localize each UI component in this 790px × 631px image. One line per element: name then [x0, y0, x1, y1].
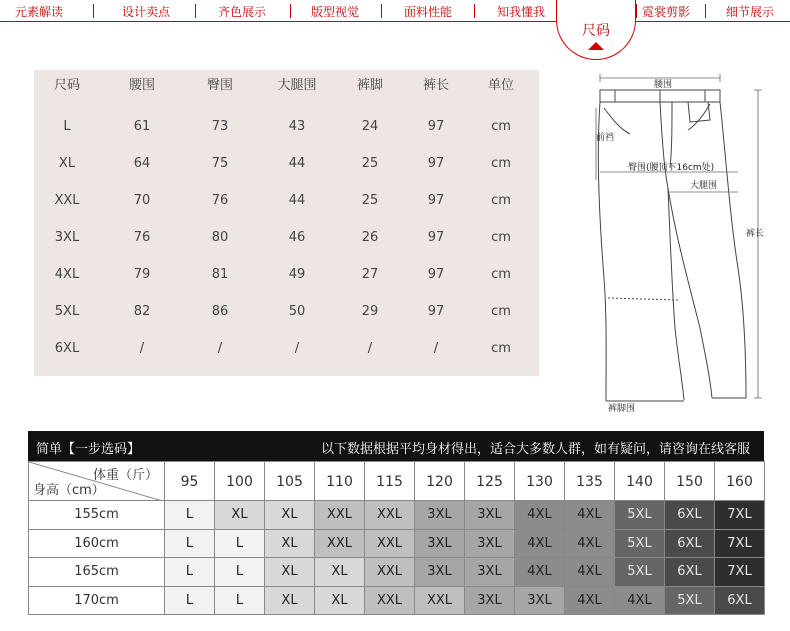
- weight-column-header: 140: [614, 461, 665, 501]
- weight-column-header: 95: [164, 461, 215, 501]
- size-chart-cell: 97: [427, 230, 445, 245]
- top-nav: [0, 0, 790, 22]
- size-recommendation-cell: XL: [314, 586, 365, 616]
- pants-diagram: [560, 68, 780, 418]
- size-chart-cell: 46: [288, 230, 306, 245]
- nav-tab[interactable]: 面料性能: [403, 5, 452, 19]
- size-chart-cell: 61: [133, 119, 151, 134]
- nav-tab[interactable]: 设计卖点: [121, 5, 170, 19]
- weight-column-header: 160: [714, 461, 765, 501]
- size-chart-cell: cm: [491, 267, 511, 282]
- nav-tab[interactable]: 版型视觉: [310, 5, 359, 19]
- size-recommendation-cell: 5XL: [614, 500, 665, 530]
- size-chart-cell: cm: [491, 230, 511, 245]
- waist-label: 腰围: [654, 80, 673, 90]
- size-chart-header: 裤长: [422, 78, 449, 93]
- size-recommendation-cell: 6XL: [664, 529, 715, 559]
- height-row-header: 165cm: [28, 557, 165, 587]
- size-recommendation-cell: 6XL: [714, 586, 765, 616]
- size-chart-cell: 4XL: [54, 267, 80, 282]
- size-chart-cell: 80: [211, 230, 229, 245]
- size-chart-header: 大腿围: [277, 78, 317, 93]
- weight-column-header: 120: [414, 461, 465, 501]
- size-chart-cell: 75: [211, 156, 229, 171]
- size-recommendation-cell: 5XL: [614, 529, 665, 559]
- size-recommendation-cell: 6XL: [664, 500, 715, 530]
- size-chart-cell: cm: [491, 341, 511, 356]
- thigh-label: 大腿围: [690, 181, 718, 191]
- size-recommendation-cell: L: [164, 529, 215, 559]
- size-chart-cell: /: [367, 341, 373, 356]
- hem-label: 裤脚围: [608, 404, 636, 414]
- size-recommendation-cell: XL: [264, 500, 315, 530]
- size-recommendation-cell: XXL: [364, 529, 415, 559]
- size-chart-cell: 86: [211, 304, 229, 319]
- size-chart-cell: 79: [133, 267, 151, 282]
- size-recommendation-cell: XXL: [414, 586, 465, 616]
- size-chart-cell: 64: [133, 156, 151, 171]
- size-recommendation-cell: 4XL: [564, 500, 615, 530]
- size-chart-header: 裤脚: [356, 78, 383, 93]
- size-chart-cell: 97: [427, 119, 445, 134]
- size-recommendation-cell: 4XL: [564, 586, 615, 616]
- size-chart-cell: cm: [491, 193, 511, 208]
- size-chart-cell: XXL: [54, 193, 80, 208]
- size-recommendation-cell: L: [164, 557, 215, 587]
- height-axis-label: 身高（cm）: [33, 483, 105, 498]
- recommendation-header: [28, 431, 764, 461]
- size-chart-cell: 76: [133, 230, 151, 245]
- size-recommendation-cell: 5XL: [664, 586, 715, 616]
- size-recommendation-cell: 4XL: [614, 586, 665, 616]
- size-chart-cell: 27: [361, 267, 379, 282]
- nav-separator: [195, 4, 196, 18]
- size-chart-cell: /: [433, 341, 439, 356]
- size-chart-cell: cm: [491, 304, 511, 319]
- size-chart-cell: 6XL: [54, 341, 80, 356]
- size-recommendation-cell: 4XL: [564, 529, 615, 559]
- size-recommendation-cell: 6XL: [664, 557, 715, 587]
- size-recommendation-cell: 3XL: [414, 529, 465, 559]
- size-chart-cell: 97: [427, 267, 445, 282]
- size-recommendation-cell: XL: [214, 500, 265, 530]
- size-chart-cell: 82: [133, 304, 151, 319]
- size-recommendation-table: [28, 461, 764, 618]
- size-recommendation-cell: 4XL: [514, 557, 565, 587]
- size-recommendation-cell: XL: [264, 557, 315, 587]
- weight-column-header: 105: [264, 461, 315, 501]
- front-rise-label: 前裆: [596, 133, 615, 143]
- size-recommendation-cell: 3XL: [414, 557, 465, 587]
- size-recommendation-cell: XXL: [364, 500, 415, 530]
- size-recommendation-cell: L: [214, 557, 265, 587]
- nav-separator: [93, 4, 94, 18]
- nav-separator: [705, 4, 706, 18]
- nav-tab-label: 尺码: [582, 23, 610, 39]
- size-recommendation-cell: L: [164, 500, 215, 530]
- height-row-header: 155cm: [28, 500, 165, 530]
- size-recommendation-cell: 3XL: [464, 586, 515, 616]
- length-label: 裤长: [746, 229, 765, 239]
- size-recommendation-cell: L: [164, 586, 215, 616]
- size-chart-cell: 97: [427, 156, 445, 171]
- weight-column-header: 110: [314, 461, 365, 501]
- size-recommendation-cell: 3XL: [514, 586, 565, 616]
- weight-column-header: 100: [214, 461, 265, 501]
- size-chart-cell: 70: [133, 193, 151, 208]
- height-row-header: 170cm: [28, 586, 165, 616]
- size-recommendation-cell: 3XL: [414, 500, 465, 530]
- size-chart-header: 腰围: [128, 78, 155, 93]
- nav-tab[interactable]: 细节展示: [725, 5, 774, 19]
- size-recommendation-cell: 5XL: [614, 557, 665, 587]
- nav-separator: [381, 4, 382, 18]
- size-chart-cell: cm: [491, 119, 511, 134]
- hip-label: 臀围(腰顶下16cm处): [628, 163, 715, 173]
- size-recommendation-cell: XXL: [314, 500, 365, 530]
- size-recommendation-cell: L: [214, 529, 265, 559]
- size-chart-cell: 97: [427, 304, 445, 319]
- size-chart-cell: /: [294, 341, 300, 356]
- size-recommendation-cell: 4XL: [514, 529, 565, 559]
- size-recommendation-cell: 3XL: [464, 529, 515, 559]
- size-recommendation-cell: 7XL: [714, 529, 765, 559]
- size-recommendation-cell: XXL: [364, 557, 415, 587]
- size-recommendation-cell: 7XL: [714, 500, 765, 530]
- size-chart-cell: 24: [361, 119, 379, 134]
- size-chart-cell: 50: [288, 304, 306, 319]
- table-corner-header: [28, 461, 165, 501]
- size-chart-cell: 5XL: [54, 304, 80, 319]
- weight-column-header: 125: [464, 461, 515, 501]
- size-chart-cell: 25: [361, 193, 379, 208]
- size-chart-cell: 26: [361, 230, 379, 245]
- pants-outline-illustration: [560, 68, 780, 418]
- size-recommendation-cell: XXL: [314, 529, 365, 559]
- nav-tab-active[interactable]: [556, 0, 636, 60]
- size-recommendation-cell: 4XL: [564, 557, 615, 587]
- size-chart-cell: 44: [288, 193, 306, 208]
- size-chart-cell: 81: [211, 267, 229, 282]
- size-chart-cell: /: [217, 341, 223, 356]
- size-recommendation-cell: 7XL: [714, 557, 765, 587]
- size-chart-cell: 49: [288, 267, 306, 282]
- nav-tab[interactable]: 齐色展示: [217, 5, 266, 19]
- size-recommendation-cell: L: [214, 586, 265, 616]
- size-chart-header: 单位: [487, 78, 514, 93]
- weight-column-header: 130: [514, 461, 565, 501]
- size-chart-cell: 76: [211, 193, 229, 208]
- nav-tab[interactable]: 元素解读: [14, 5, 63, 19]
- nav-separator: [474, 4, 475, 18]
- size-chart-header: 尺码: [53, 78, 80, 93]
- size-chart: [34, 70, 539, 376]
- size-chart-cell: 43: [288, 119, 306, 134]
- size-chart-cell: 3XL: [54, 230, 80, 245]
- weight-column-header: 135: [564, 461, 615, 501]
- size-chart-cell: XL: [58, 156, 76, 171]
- size-chart-cell: 73: [211, 119, 229, 134]
- size-chart-cell: /: [139, 341, 145, 356]
- size-recommendation-cell: XXL: [364, 586, 415, 616]
- weight-axis-label: 体重（斤）: [92, 468, 158, 483]
- recommendation-note: 以下数据根据平均身材得出，适合大多数人群，如有疑问，请咨询在线客服: [320, 442, 750, 457]
- nav-separator: [290, 4, 291, 18]
- nav-tab[interactable]: 霓裳剪影: [641, 5, 690, 19]
- size-recommendation-cell: 3XL: [464, 557, 515, 587]
- size-chart-cell: cm: [491, 156, 511, 171]
- size-chart-cell: 25: [361, 156, 379, 171]
- weight-column-header: 150: [664, 461, 715, 501]
- size-chart-header: 臀围: [206, 78, 233, 93]
- recommendation-title: 简单【一步选码】: [36, 442, 141, 457]
- size-recommendation-cell: XL: [314, 557, 365, 587]
- size-recommendation-cell: XL: [264, 529, 315, 559]
- size-chart-cell: 44: [288, 156, 306, 171]
- weight-column-header: 115: [364, 461, 415, 501]
- size-chart-cell: 97: [427, 193, 445, 208]
- height-row-header: 160cm: [28, 529, 165, 559]
- size-chart-cell: 29: [361, 304, 379, 319]
- nav-tab[interactable]: 知我懂我: [496, 5, 545, 19]
- size-recommendation-cell: XL: [264, 586, 315, 616]
- size-chart-cell: L: [63, 119, 71, 134]
- nav-separator: [636, 4, 637, 18]
- size-recommendation-cell: 4XL: [514, 500, 565, 530]
- caret-up-icon: [588, 42, 604, 50]
- size-recommendation-cell: 3XL: [464, 500, 515, 530]
